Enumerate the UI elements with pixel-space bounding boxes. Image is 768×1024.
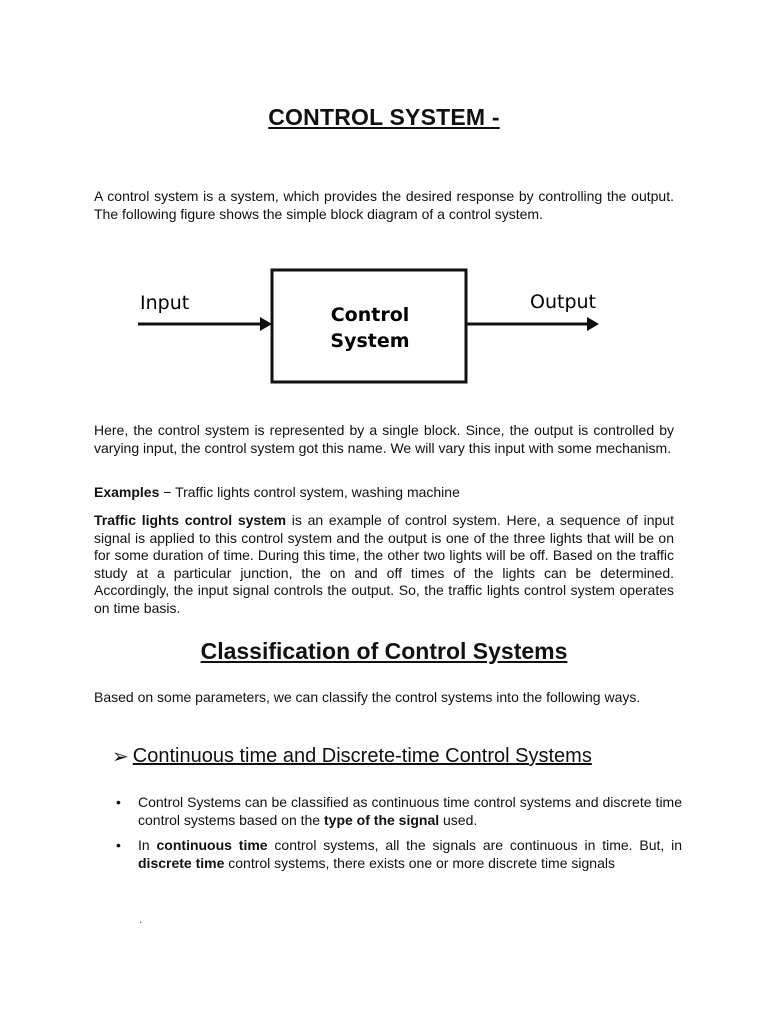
bullet2-mid: control systems, all the signals are continuous in time. But, in: [267, 837, 682, 854]
intro-paragraph: A control system is a system, which provides the desired response by controlling the output. The following figure shows the simple block diagram of a control system.: [94, 188, 674, 222]
examples-paragraph: [94, 484, 674, 502]
control-system-block: [272, 270, 466, 382]
bullet2-bold2: discrete time: [138, 854, 225, 871]
traffic-paragraph: [94, 512, 674, 618]
list-item: [112, 794, 682, 829]
arrow-bullet-icon: ➢: [112, 746, 129, 768]
traffic-bold: Traffic lights control system: [94, 512, 287, 528]
stray-mark: .: [139, 912, 143, 926]
examples-text: − Traffic lights control system, washing machine: [159, 484, 460, 500]
bullet1-text: Control Systems can be classified as continuous time control systems and discrete time control systems based on the: [138, 794, 682, 828]
classification-intro: Based on some parameters, we can classify the control systems into the following ways.: [94, 689, 641, 705]
page-title: CONTROL SYSTEM -: [268, 104, 500, 130]
output-arrowhead: [587, 317, 599, 331]
bullet2-post: control systems, there exists one or more discrete time signals: [224, 854, 615, 871]
bullet1-bold: type of the signal: [324, 811, 440, 828]
diagram-input-label: Input: [140, 292, 190, 314]
examples-label: Examples: [94, 484, 160, 500]
block-label-line1: Control: [330, 304, 410, 326]
subheading: [112, 744, 732, 769]
bullet-list: [112, 794, 682, 880]
bullet2-pre: In: [138, 837, 157, 854]
bullet1-post: used.: [439, 811, 478, 828]
list-item: [112, 837, 682, 872]
block-label-line2: System: [330, 330, 410, 352]
traffic-text: is an example of control system. Here, a sequence of input signal is applied to this control system and the output is one of the three lights that will be on for some duration of time. During this time, the other two lights will be off. Based on the traffic study at a particular junction, the on and off times of the lights can be determined. Accordingly, the input signal controls the output. So, the traffic lights control system operates on time basis.: [94, 512, 674, 616]
bullet-dot-icon: •: [116, 794, 121, 810]
input-arrowhead: [260, 317, 272, 331]
here-paragraph: Here, the control system is represented by a single block. Since, the output is controlled by varying input, the control system got this name. We will vary this input with some mechanism.: [94, 422, 674, 456]
bullet2-bold1: continuous time: [156, 837, 268, 854]
bullet-dot-icon: •: [116, 837, 121, 854]
control-system-block-diagram: [130, 262, 610, 388]
subheading-text: Continuous time and Discrete-time Control Systems: [132, 745, 592, 767]
diagram-output-label: Output: [530, 291, 596, 313]
classification-heading: Classification of Control Systems: [200, 638, 568, 664]
